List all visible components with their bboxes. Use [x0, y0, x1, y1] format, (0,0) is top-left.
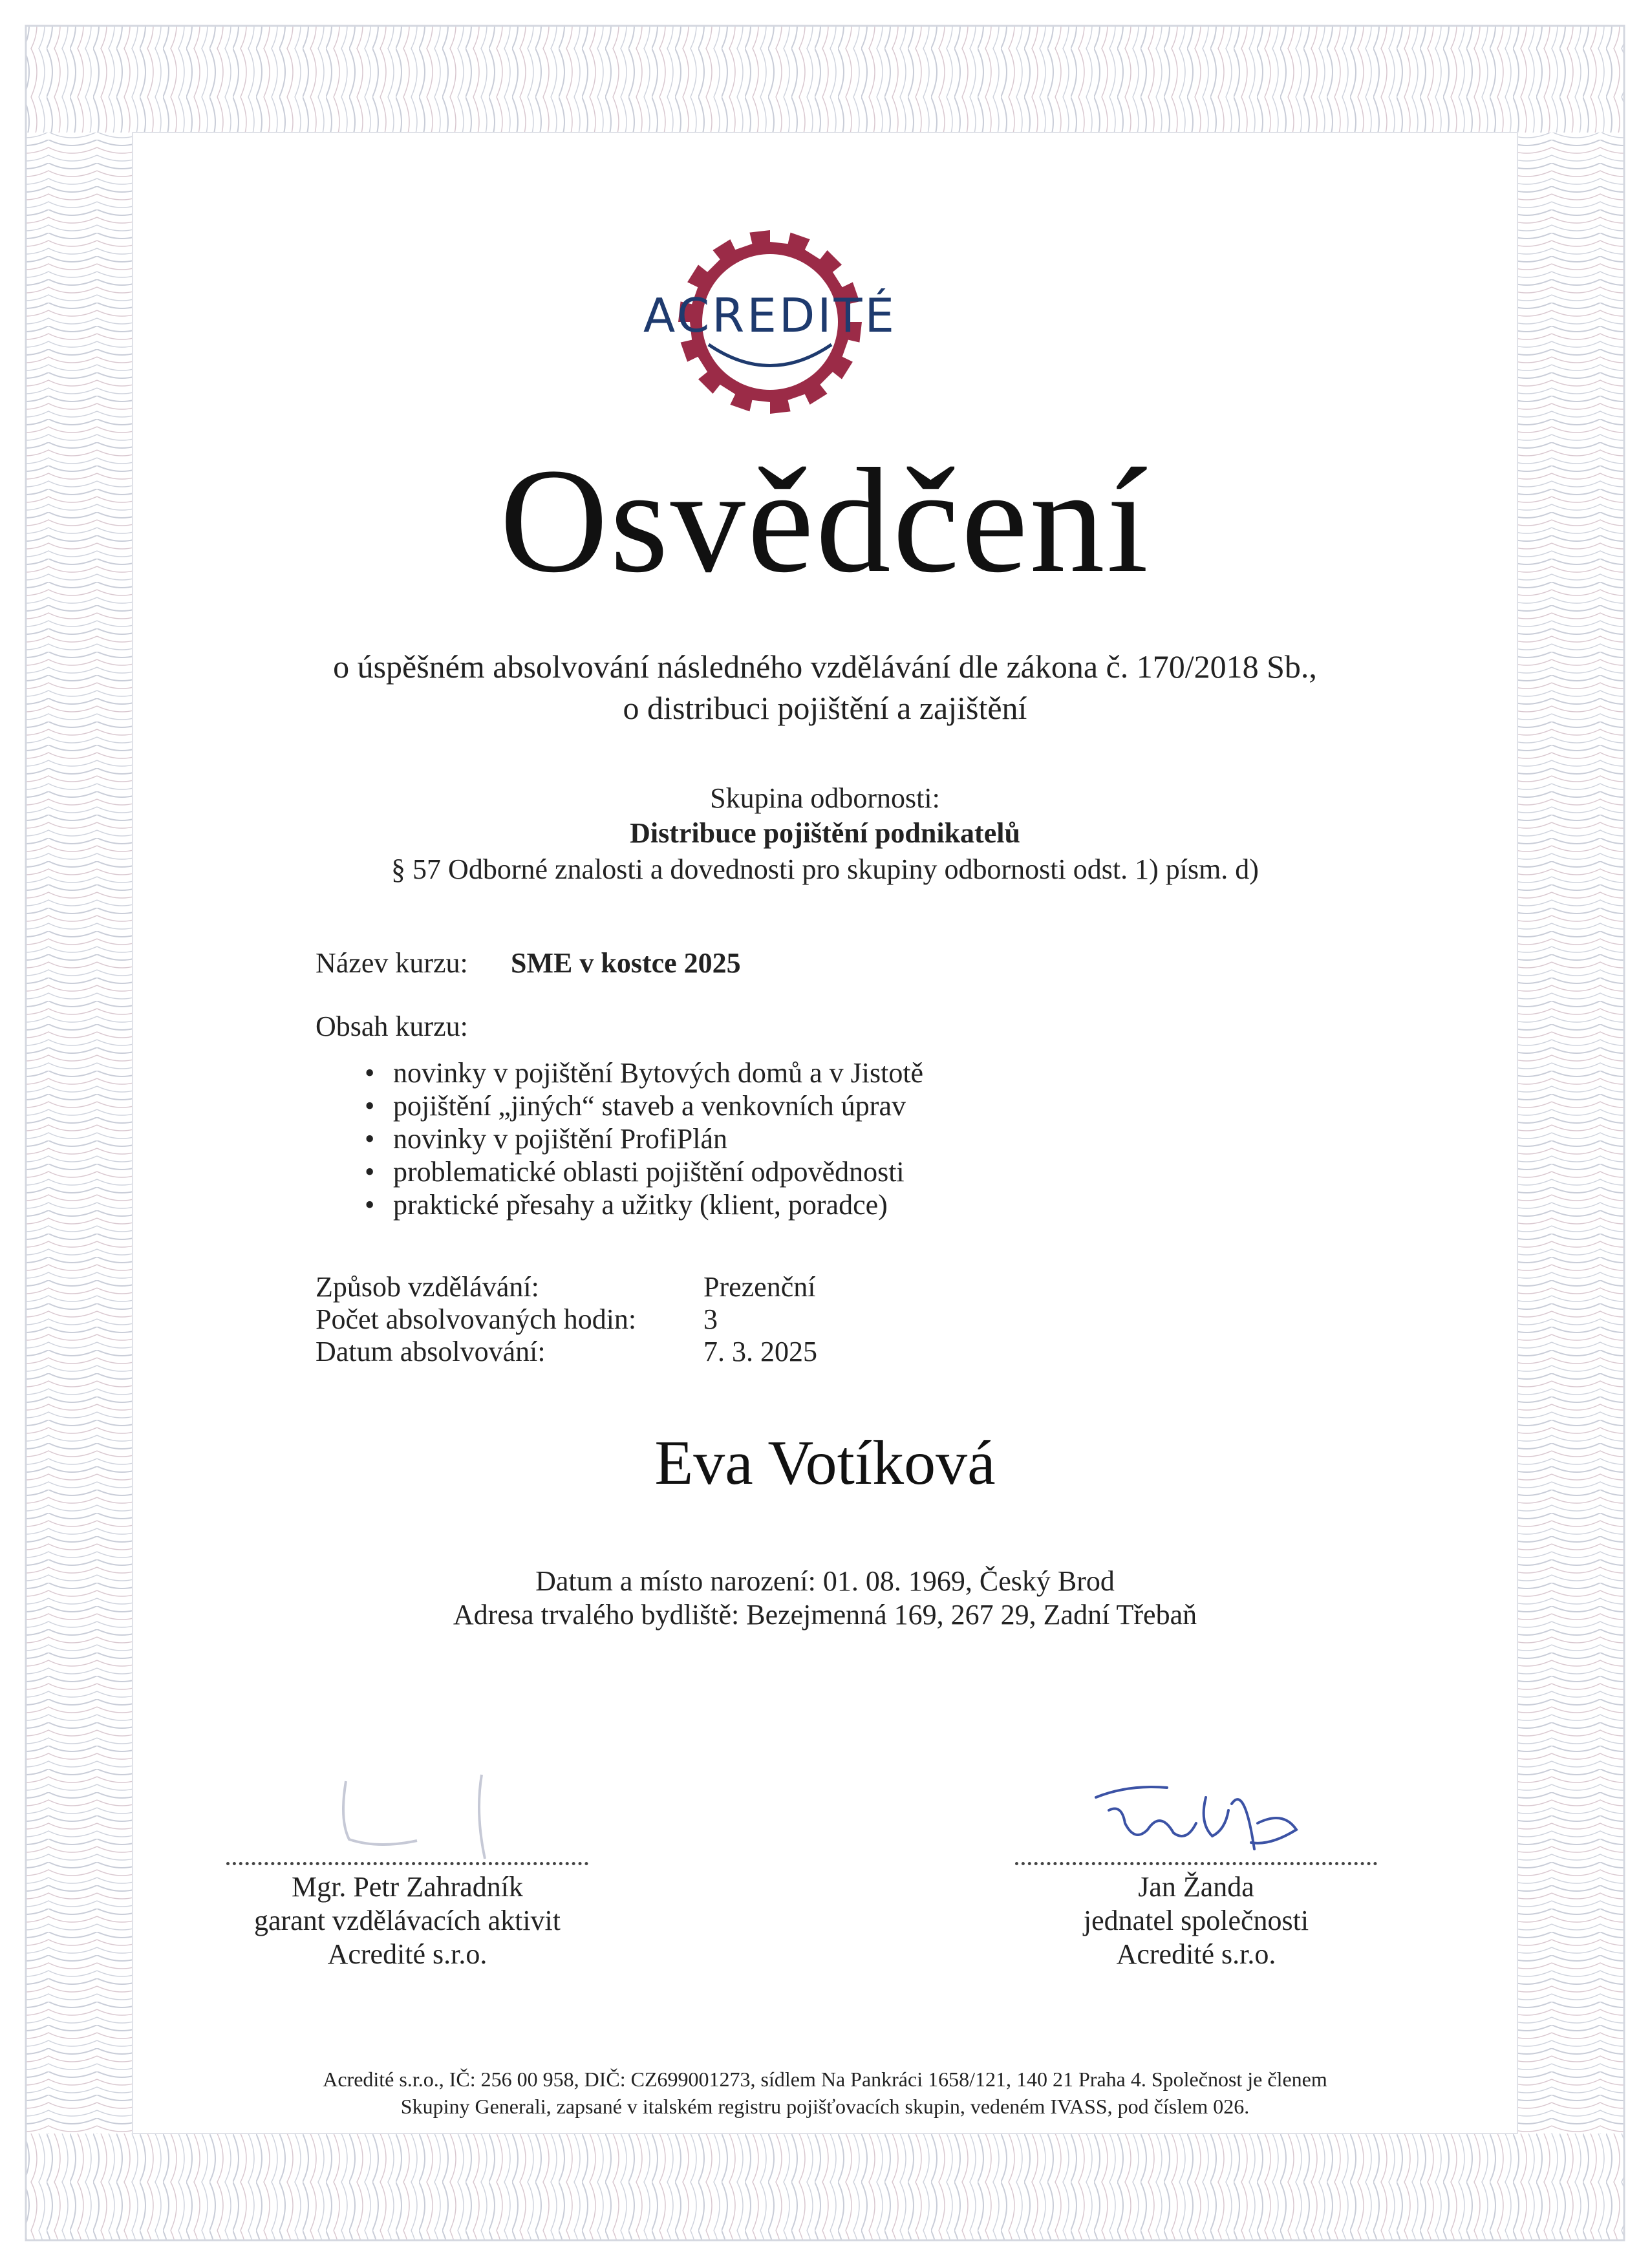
list-item: • novinky v pojištění Bytových domů a v Jistotě — [365, 1057, 924, 1089]
detail-label: Datum absolvování: — [316, 1336, 546, 1367]
list-item: • novinky v pojištění ProfiPlán — [365, 1123, 727, 1155]
signatory-role: jednatel společnosti — [1083, 1905, 1309, 1936]
group-name: Distribuce pojištění podnikatelů — [630, 817, 1020, 849]
detail-value: Prezenční — [703, 1271, 816, 1303]
signatory-name: Mgr. Petr Zahradník — [291, 1871, 524, 1903]
signatory-name: Jan Žanda — [1138, 1871, 1254, 1903]
signature-line — [1015, 1862, 1377, 1865]
course-name-value: SME v kostce 2025 — [511, 947, 741, 979]
footer-line: Skupiny Generali, zapsané v italském registru pojišťovacích skupin, vedeném IVASS, pod číslem 026. — [400, 2095, 1250, 2118]
list-item: • praktické přesahy a užitky (klient, poradce) — [365, 1189, 888, 1221]
list-item: • problematické oblasti pojištění odpovědnosti — [365, 1156, 905, 1188]
signature-block-right — [1002, 1862, 1390, 1971]
course-content-label: Obsah kurzu: — [316, 1011, 468, 1042]
participant-name: Eva Votíková — [654, 1428, 996, 1498]
bullet-icon: • — [365, 1156, 375, 1188]
detail-value: 3 — [703, 1303, 718, 1335]
footer — [0, 2066, 1650, 2120]
signatory-company: Acredité s.r.o. — [1116, 1938, 1276, 1970]
signatory-company: Acredité s.r.o. — [327, 1938, 488, 1970]
participant-birth: Datum a místo narození: 01. 08. 1969, Český Brod — [535, 1565, 1115, 1597]
detail-label: Způsob vzdělávání: — [316, 1271, 539, 1303]
bullet-icon: • — [365, 1057, 375, 1089]
signature-left — [320, 1768, 514, 1865]
footer-line: Acredité s.r.o., IČ: 256 00 958, DIČ: CZ699001273, sídlem Na Pankráci 1658/121, 140 21 Praha 4. Společnost je členem — [323, 2068, 1327, 2091]
list-item: • pojištění „jiných“ staveb a venkovních úprav — [365, 1090, 906, 1122]
course-name-label: Název kurzu: — [316, 947, 468, 979]
participant-address: Adresa trvalého bydliště: Bezejmenná 169, 267 29, Zadní Třebaň — [453, 1599, 1197, 1631]
signature-right — [1089, 1771, 1309, 1862]
detail-value: 7. 3. 2025 — [703, 1336, 817, 1367]
signature-line — [226, 1862, 588, 1865]
bullet-icon: • — [365, 1123, 375, 1155]
page-title: Osvědčení — [499, 438, 1151, 604]
course-content-list — [354, 1056, 923, 1221]
bullet-icon: • — [365, 1090, 375, 1122]
detail-label: Počet absolvovaných hodin: — [316, 1303, 637, 1335]
group-label: Skupina odbornosti: — [710, 782, 940, 814]
logo-text: ACREDITÉ — [643, 288, 897, 343]
subtitle-line: o distribuci pojištění a zajištění — [623, 690, 1027, 726]
acredite-logo — [643, 225, 897, 419]
group-paragraph: § 57 Odborné znalosti a dovednosti pro skupiny odbornosti odst. 1) písm. d) — [391, 853, 1259, 885]
signature-block-left — [213, 1862, 601, 1971]
subtitle-line: o úspěšném absolvování následného vzdělávání dle zákona č. 170/2018 Sb., — [333, 648, 1317, 685]
signatory-role: garant vzdělávacích aktivit — [254, 1905, 561, 1936]
bullet-icon: • — [365, 1189, 375, 1221]
